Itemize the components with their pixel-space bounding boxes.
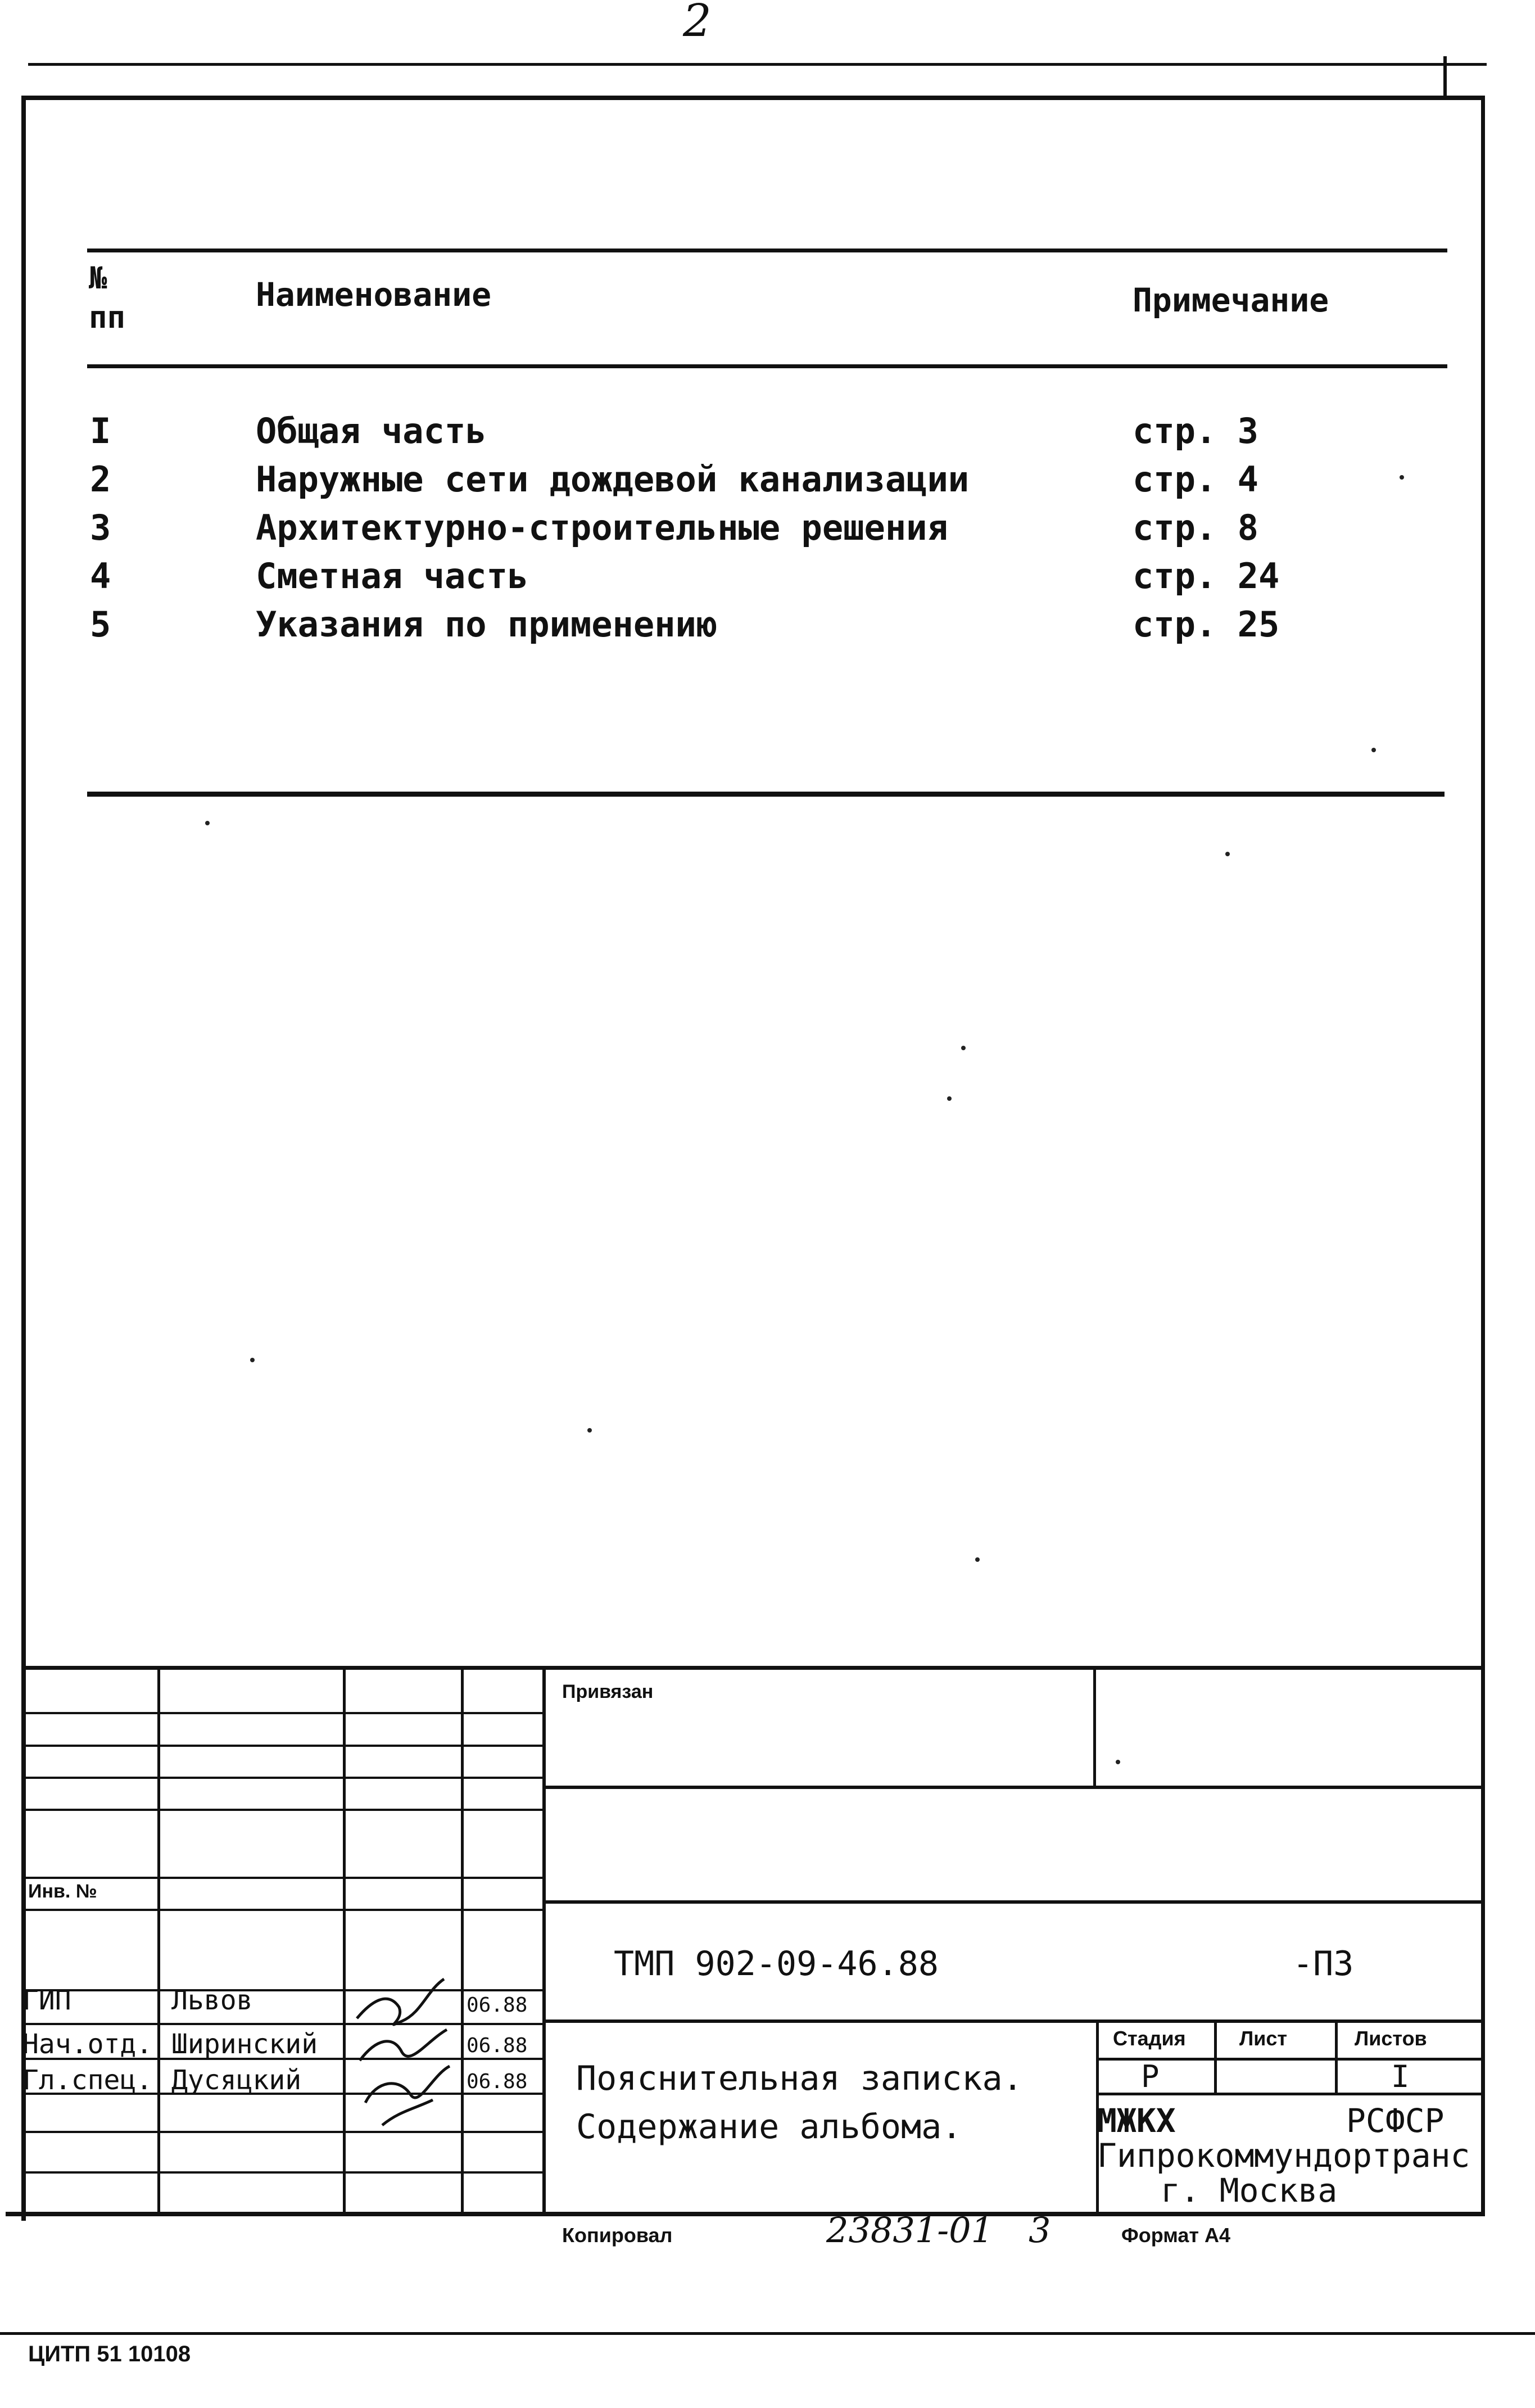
copied-label: Копировал: [562, 2224, 673, 2247]
stamp-grid-line: [21, 1777, 544, 1779]
stamp-grid-line: [21, 1877, 544, 1879]
signer-name: Дусяцкий: [171, 2064, 302, 2096]
frame-corner-tick: [1443, 56, 1447, 98]
scan-speck: [1371, 748, 1376, 752]
organization-name: Гипрокоммундортранс: [1097, 2136, 1470, 2175]
document-title-line2: Содержание альбома.: [576, 2107, 962, 2147]
frame-left-line: [21, 96, 26, 2221]
signatures: [348, 1968, 461, 2131]
stamp-grid-line: [21, 1745, 544, 1747]
toc-header-rule: [87, 364, 1447, 368]
toc-row-name: Сметная часть: [256, 555, 529, 597]
stamp-grid-line: [21, 2171, 544, 2174]
scan-speck: [975, 1557, 980, 1562]
page-number: 2: [683, 0, 712, 47]
stage-value: Р: [1141, 2059, 1160, 2094]
stamp-grid-line: [21, 1809, 544, 1811]
scan-speck: [1225, 852, 1230, 856]
signer-role: Гл.спец.: [22, 2064, 153, 2096]
toc-row-num: I: [90, 410, 111, 451]
signer-role: ГИП: [22, 1985, 71, 2016]
scan-speck: [1116, 1760, 1120, 1764]
toc-row-name: Общая часть: [256, 410, 487, 451]
frame-bottom-line: [6, 2212, 1485, 2216]
toc-header-num: № пп: [89, 260, 126, 335]
signer-date: 06.88: [467, 1994, 528, 2017]
toc-row-note: стр. 24: [1133, 555, 1280, 597]
toc-row-note: стр. 3: [1133, 410, 1258, 451]
stamp-top-line: [21, 1666, 1485, 1670]
scan-speck: [587, 1428, 592, 1433]
document-code: ТМП 902-09-46.88: [614, 1944, 939, 1984]
toc-row-num: 3: [90, 507, 111, 548]
signer-date: 06.88: [467, 2070, 528, 2093]
toc-top-rule: [87, 249, 1447, 252]
stamp-grid-line: [21, 1909, 544, 1911]
toc-bottom-rule: [87, 792, 1445, 797]
scan-speck: [205, 821, 210, 825]
copy-page: 3: [1029, 2210, 1051, 2251]
signer-name: Ширинский: [171, 2028, 318, 2060]
printer-stamp: ЦИТП 51 10108: [28, 2342, 191, 2366]
document-title-line1: Пояснительная записка.: [576, 2059, 1023, 2098]
scan-speck: [1400, 475, 1404, 480]
stamp-grid-line: [21, 2023, 544, 2025]
organization-republic: РСФСР: [1346, 2102, 1445, 2140]
inventory-number-label: Инв. №: [28, 1881, 97, 1902]
stamp-grid-line: [544, 1786, 1485, 1789]
copy-number: 23831-01: [826, 2210, 994, 2251]
stamp-grid-line: [1214, 2020, 1217, 2093]
organization-city: г. Москва: [1161, 2171, 1338, 2210]
stamp-grid-line: [21, 2131, 544, 2133]
organization-ministry: МЖКХ: [1097, 2102, 1176, 2140]
stamp-grid-line: [21, 1989, 544, 1991]
frame-top-line: [22, 96, 1484, 100]
sheet-label: Лист: [1239, 2027, 1288, 2050]
toc-row-num: 4: [90, 555, 111, 597]
toc-row-note: стр. 4: [1133, 459, 1258, 500]
sheets-label: Листов: [1355, 2027, 1427, 2050]
toc-header-name: Наименование: [256, 275, 492, 314]
stamp-grid-line: [544, 2020, 1485, 2023]
toc-row-note: стр. 8: [1133, 507, 1258, 548]
toc-row-num: 2: [90, 459, 111, 500]
toc-row-num: 5: [90, 604, 111, 645]
stamp-grid-line: [544, 1900, 1485, 1904]
scan-speck: [947, 1096, 952, 1101]
stamp-grid-line: [1093, 1666, 1096, 1787]
toc-row-name: Архитектурно-строительные решения: [256, 507, 948, 548]
toc-row-name: Указания по применению: [256, 604, 718, 645]
format-label: Формат А4: [1121, 2224, 1231, 2247]
scan-speck: [250, 1358, 255, 1362]
document-suffix: -ПЗ: [1293, 1944, 1354, 1984]
stage-label: Стадия: [1113, 2027, 1186, 2050]
signer-role: Нач.отд.: [22, 2028, 153, 2060]
stamp-grid-line: [1335, 2020, 1338, 2093]
signer-date: 06.88: [467, 2034, 528, 2057]
toc-row-name: Наружные сети дождевой канализации: [256, 459, 970, 500]
frame-right-line: [1481, 96, 1485, 2215]
stamp-grid-line: [21, 1712, 544, 1714]
toc-header-note: Примечание: [1133, 281, 1329, 319]
frame-top-outer-line: [28, 63, 1487, 66]
scan-speck: [961, 1046, 966, 1050]
sheets-value: I: [1391, 2059, 1410, 2094]
signer-name: Львов: [171, 1985, 253, 2016]
privyazan-label: Привязан: [562, 1681, 654, 1702]
toc-row-note: стр. 25: [1133, 604, 1280, 645]
bottom-rule: [0, 2332, 1535, 2335]
